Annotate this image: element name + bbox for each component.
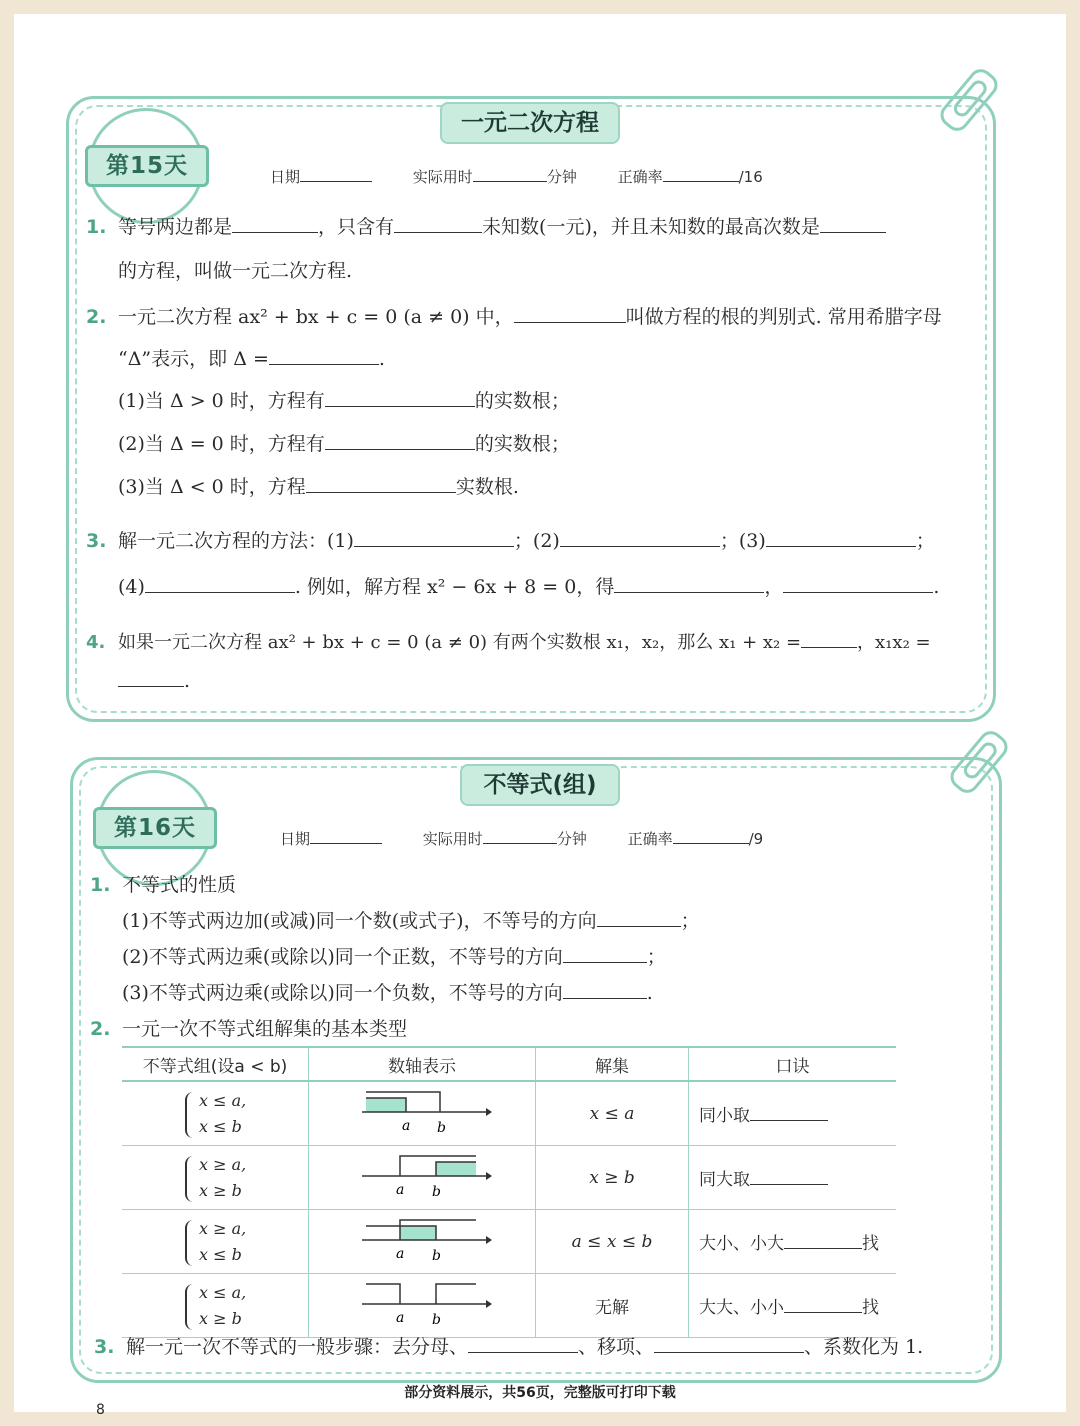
svg-text:a: a: [396, 1182, 405, 1198]
rule-cell: 大小、小大 找: [689, 1210, 897, 1274]
d16-q1-title: 1. 不等式的性质: [90, 874, 237, 896]
footer-note: 部分资料展示，共56页，完整版可打印下载: [404, 1385, 676, 1401]
solution-set: x ≤ a: [536, 1081, 689, 1146]
number-line-diagram: [352, 1150, 492, 1200]
day15-title: 一元二次方程: [440, 102, 620, 144]
page-number: 8: [96, 1402, 105, 1418]
day15-badge-label: 第15天: [85, 145, 209, 187]
number-line-diagram: [352, 1214, 492, 1264]
table-header: 口诀: [689, 1047, 897, 1081]
d15-q2-case3: (3)当 Δ < 0 时，方程 实数根.: [118, 476, 519, 498]
d15-q3-line1: 3. 解一元二次方程的方法：(1) ；(2) ；(3) ；: [86, 530, 935, 552]
svg-text:b: b: [437, 1120, 446, 1136]
d15-q2-case1: (1)当 Δ > 0 时，方程有 的实数根；: [118, 390, 570, 412]
rule-cell: 同小取: [689, 1081, 897, 1146]
rule-cell: 同大取: [689, 1146, 897, 1210]
d16-q3-line: 3. 解一元一次不等式的一般步骤：去分母、 、移项、 、系数化为 1.: [94, 1336, 924, 1358]
d15-q2-case2: (2)当 Δ = 0 时，方程有 的实数根；: [118, 433, 570, 455]
solution-set: a ≤ x ≤ b: [536, 1210, 689, 1274]
inequality-system: x ≥ a, x ≤ b: [185, 1216, 307, 1268]
d15-q2-line1: 2. 一元二次方程 ax² + bx + c = 0 (a ≠ 0) 中， 叫做方程的根的判别式. 常用希腊字母: [86, 306, 942, 328]
svg-text:a: a: [396, 1310, 405, 1326]
number-line-diagram: [352, 1278, 492, 1328]
svg-text:b: b: [432, 1312, 441, 1328]
d15-q3-line2: (4) . 例如，解方程 x² − 6x + 8 = 0，得 ， .: [118, 576, 940, 598]
inequality-system: x ≤ a, x ≥ b: [185, 1280, 307, 1332]
d15-q1-line1: 1. 等号两边都是 ，只含有 未知数(一元)，并且未知数的最高次数是: [86, 212, 886, 239]
inequality-table: [122, 1046, 896, 1338]
day15-meta: 日期 实际用时 分钟 正确率 /16: [270, 168, 763, 186]
table-row: [122, 1081, 896, 1146]
d16-q1-prop2: (2)不等式两边乘(或除以)同一个正数，不等号的方向 ；: [122, 946, 666, 968]
table-row: [122, 1210, 896, 1274]
table-header: 数轴表示: [309, 1047, 536, 1081]
svg-text:a: a: [402, 1118, 411, 1134]
d15-q4-line1: 4. 如果一元二次方程 ax² + bx + c = 0 (a ≠ 0) 有两个实数根 x₁，x₂，那么 x₁ + x₂ = ，x₁x₂ =: [86, 632, 931, 653]
day15-badge: [88, 108, 204, 224]
day16-badge-label: 第16天: [93, 807, 217, 849]
day16-badge: [96, 770, 212, 886]
table-header-row: [122, 1047, 896, 1081]
d16-q2-title: 2. 一元一次不等式组解集的基本类型: [90, 1018, 408, 1040]
number-line-diagram: [352, 1086, 492, 1136]
table-row: [122, 1274, 896, 1338]
rule-cell: 大大、小小 找: [689, 1274, 897, 1338]
inequality-system: x ≥ a, x ≥ b: [185, 1152, 307, 1204]
solution-set: 无解: [536, 1274, 689, 1338]
d16-q1-prop1: (1)不等式两边加(或减)同一个数(或式子)，不等号的方向 ；: [122, 910, 700, 932]
table-header: 解集: [536, 1047, 689, 1081]
d15-q1-line2: 的方程，叫做一元二次方程.: [118, 260, 353, 282]
table-header: 不等式组(设a < b): [122, 1047, 309, 1081]
d15-q2-line2: “Δ”表示，即 Δ = .: [118, 348, 385, 370]
day16-title: 不等式(组): [460, 764, 620, 806]
svg-text:b: b: [432, 1248, 441, 1264]
svg-text:a: a: [396, 1246, 405, 1262]
d16-q1-prop3: (3)不等式两边乘(或除以)同一个负数，不等号的方向 .: [122, 982, 653, 1004]
solution-set: x ≥ b: [536, 1146, 689, 1210]
inequality-system: x ≤ a, x ≤ b: [185, 1088, 307, 1140]
d15-q4-line2: .: [118, 670, 190, 692]
day16-meta: 日期 实际用时 分钟 正确率 /9: [280, 830, 764, 848]
svg-text:b: b: [432, 1184, 441, 1200]
table-row: [122, 1146, 896, 1210]
